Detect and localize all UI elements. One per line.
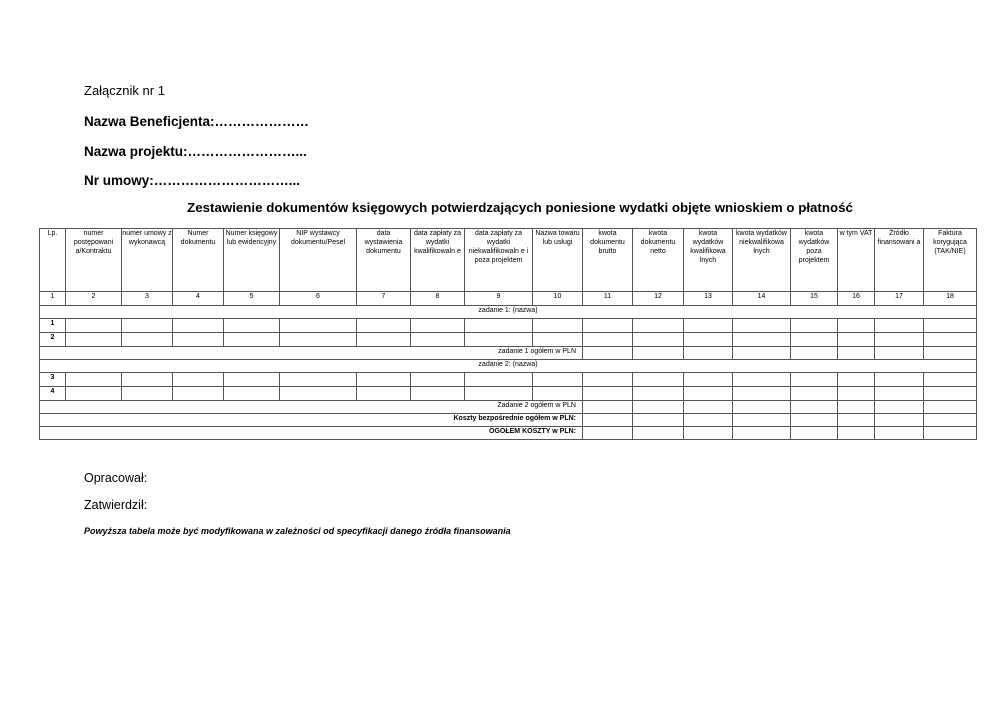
table-cell[interactable] [875, 427, 924, 440]
table-cell[interactable] [791, 333, 838, 347]
column-number: 5 [224, 292, 280, 306]
table-cell[interactable] [122, 319, 173, 333]
table-cell[interactable] [66, 319, 122, 333]
table-cell[interactable] [684, 387, 733, 401]
table-row [40, 319, 977, 333]
table-cell[interactable] [411, 373, 465, 387]
task1-total-label: zadanie 1 ogółem w PLN [40, 347, 583, 360]
table-cell[interactable] [875, 401, 924, 414]
table-cell[interactable] [838, 373, 875, 387]
table-cell[interactable] [633, 401, 684, 414]
table-cell[interactable] [733, 414, 791, 427]
table-cell[interactable] [533, 319, 583, 333]
table-row [40, 387, 977, 401]
table-cell[interactable] [465, 387, 533, 401]
column-number: 14 [733, 292, 791, 306]
table-cell[interactable] [875, 373, 924, 387]
column-number: 9 [465, 292, 533, 306]
header-cell: kwota dokumentu netto [633, 229, 684, 292]
header-cell: Numer księgowy lub ewidencyjny [224, 229, 280, 292]
table-cell[interactable] [633, 427, 684, 440]
table-cell[interactable] [924, 414, 977, 427]
table-cell[interactable] [733, 427, 791, 440]
column-number: 4 [173, 292, 224, 306]
table-cell[interactable] [633, 319, 684, 333]
table-cell[interactable] [280, 387, 357, 401]
document-title: Zestawienie dokumentów księgowych potwierdzających poniesione wydatki objęte wnioskiem o płatność [187, 200, 853, 215]
table-cell[interactable] [533, 333, 583, 347]
header-cell: kwota wydatków poza projektem [791, 229, 838, 292]
header-cell: numer postępowani a/Kontraktu [66, 229, 122, 292]
table-cell[interactable] [280, 333, 357, 347]
table-cell[interactable] [465, 333, 533, 347]
table-cell[interactable] [411, 333, 465, 347]
prepared-by-label: Opracował: [84, 471, 148, 485]
table-cell[interactable] [173, 333, 224, 347]
header-cell: Faktura korygująca (TAK/NIE) [924, 229, 977, 292]
header-cell: kwota wydatków kwalifikowa lnych [684, 229, 733, 292]
column-number: 8 [411, 292, 465, 306]
header-cell: numer umowy z wykonawcą [122, 229, 173, 292]
task1-section-row [40, 306, 977, 319]
column-number: 11 [583, 292, 633, 306]
annex-label: Załącznik nr 1 [84, 83, 165, 98]
table-cell[interactable] [465, 319, 533, 333]
column-number: 15 [791, 292, 838, 306]
row-number: 1 [40, 319, 66, 333]
grand-total-label: OGÓŁEM KOSZTY w PLN: [40, 427, 583, 440]
table-cell[interactable] [791, 319, 838, 333]
table-cell[interactable] [66, 373, 122, 387]
header-cell: w tym VAT [838, 229, 875, 292]
table-cell[interactable] [791, 427, 838, 440]
beneficiary-field: Nazwa Beneficjenta:………………… [84, 114, 310, 129]
project-field: Nazwa projektu:……………………... [84, 144, 307, 159]
table-cell[interactable] [684, 333, 733, 347]
task2-label: zadanie 2: (nazwa) [40, 360, 977, 373]
table-cell[interactable] [924, 347, 977, 360]
task2-section-row [40, 360, 977, 373]
table-row [40, 373, 977, 387]
table-cell[interactable] [924, 319, 977, 333]
table-cell[interactable] [224, 319, 280, 333]
expense-table [39, 228, 977, 440]
column-number: 10 [533, 292, 583, 306]
table-cell[interactable] [633, 333, 684, 347]
header-cell: Źródło finansowani a [875, 229, 924, 292]
table-cell[interactable] [924, 373, 977, 387]
table-cell[interactable] [224, 373, 280, 387]
approved-by-label: Zatwierdził: [84, 498, 148, 512]
row-number: 3 [40, 373, 66, 387]
table-cell[interactable] [583, 333, 633, 347]
table-cell[interactable] [583, 373, 633, 387]
table-cell[interactable] [122, 333, 173, 347]
table-cell[interactable] [173, 319, 224, 333]
table-cell[interactable] [924, 401, 977, 414]
table-cell[interactable] [173, 373, 224, 387]
table-cell[interactable] [924, 427, 977, 440]
table-cell[interactable] [583, 427, 633, 440]
header-row [40, 229, 977, 292]
table-cell[interactable] [875, 414, 924, 427]
table-cell[interactable] [875, 347, 924, 360]
header-cell: Lp. [40, 229, 66, 292]
table-cell[interactable] [791, 414, 838, 427]
table-cell[interactable] [733, 333, 791, 347]
column-number: 6 [280, 292, 357, 306]
column-number: 12 [633, 292, 684, 306]
header-cell: Numer dokumentu [173, 229, 224, 292]
table-cell[interactable] [684, 427, 733, 440]
table-cell[interactable] [66, 333, 122, 347]
table-cell[interactable] [411, 319, 465, 333]
table-cell[interactable] [733, 319, 791, 333]
table-cell[interactable] [838, 387, 875, 401]
column-number: 1 [40, 292, 66, 306]
column-number: 16 [838, 292, 875, 306]
header-cell: NIP wystawcy dokumentu/Pesel [280, 229, 357, 292]
table-cell[interactable] [224, 333, 280, 347]
grand-total-row [40, 427, 977, 440]
table-cell[interactable] [122, 373, 173, 387]
table-cell[interactable] [633, 414, 684, 427]
table-cell[interactable] [583, 401, 633, 414]
table-cell[interactable] [838, 347, 875, 360]
table-cell[interactable] [684, 414, 733, 427]
table-cell[interactable] [122, 387, 173, 401]
direct-costs-label: Koszty bezpośrednie ogółem w PLN: [40, 414, 583, 427]
contract-field: Nr umowy:…………………………... [84, 173, 301, 188]
table-cell[interactable] [280, 373, 357, 387]
table-cell[interactable] [583, 414, 633, 427]
table-cell[interactable] [465, 373, 533, 387]
table-cell[interactable] [357, 333, 411, 347]
table-cell[interactable] [173, 387, 224, 401]
row-number: 4 [40, 387, 66, 401]
table-cell[interactable] [633, 347, 684, 360]
table-cell[interactable] [684, 319, 733, 333]
table-cell[interactable] [791, 347, 838, 360]
table-cell[interactable] [280, 319, 357, 333]
table-row [40, 333, 977, 347]
column-number: 7 [357, 292, 411, 306]
table-cell[interactable] [838, 414, 875, 427]
column-number: 17 [875, 292, 924, 306]
task1-label: zadanie 1: (nazwa) [40, 306, 977, 319]
table-cell[interactable] [733, 373, 791, 387]
table-cell[interactable] [838, 427, 875, 440]
table-cell[interactable] [733, 347, 791, 360]
table-cell[interactable] [583, 387, 633, 401]
table-cell[interactable] [583, 319, 633, 333]
column-number: 13 [684, 292, 733, 306]
table-cell[interactable] [583, 347, 633, 360]
task1-total-row [40, 347, 977, 360]
table-cell[interactable] [633, 373, 684, 387]
table-cell[interactable] [924, 387, 977, 401]
table-cell[interactable] [791, 387, 838, 401]
table-cell[interactable] [357, 387, 411, 401]
table-cell[interactable] [733, 401, 791, 414]
column-number: 3 [122, 292, 173, 306]
table-cell[interactable] [684, 347, 733, 360]
table-cell[interactable] [791, 373, 838, 387]
table-cell[interactable] [411, 387, 465, 401]
table-cell[interactable] [66, 387, 122, 401]
header-cell: data wystawienia dokumentu [357, 229, 411, 292]
table-cell[interactable] [838, 401, 875, 414]
table-cell[interactable] [533, 387, 583, 401]
table-cell[interactable] [357, 373, 411, 387]
header-cell: kwota dokumentu brutto [583, 229, 633, 292]
table-cell[interactable] [838, 333, 875, 347]
header-cell: Nazwa towaru lub usługi [533, 229, 583, 292]
task2-total-label: Zadanie 2 ogółem w PLN [40, 401, 583, 414]
table-cell[interactable] [875, 333, 924, 347]
direct-costs-row [40, 414, 977, 427]
table-cell[interactable] [684, 373, 733, 387]
table-cell[interactable] [924, 333, 977, 347]
row-number: 2 [40, 333, 66, 347]
task2-total-row [40, 401, 977, 414]
header-cell: data zapłaty za wydatki kwalifikowaln e [411, 229, 465, 292]
table-cell[interactable] [684, 401, 733, 414]
table-cell[interactable] [633, 387, 684, 401]
header-cell: kwota wydatków niekwalifikowa lnych [733, 229, 791, 292]
column-number: 2 [66, 292, 122, 306]
header-cell: data zapłaty za wydatki niekwalifikowaln e i poza projektem [465, 229, 533, 292]
table-cell[interactable] [875, 387, 924, 401]
table-cell[interactable] [733, 387, 791, 401]
table-cell[interactable] [357, 319, 411, 333]
column-number: 18 [924, 292, 977, 306]
table-cell[interactable] [791, 401, 838, 414]
table-cell[interactable] [533, 373, 583, 387]
table-cell[interactable] [875, 319, 924, 333]
table-cell[interactable] [224, 387, 280, 401]
column-number-row [40, 292, 977, 306]
footnote: Powyższa tabela może być modyfikowana w zależności od specyfikacji danego źródła finansowania [84, 526, 511, 536]
table-cell[interactable] [838, 319, 875, 333]
